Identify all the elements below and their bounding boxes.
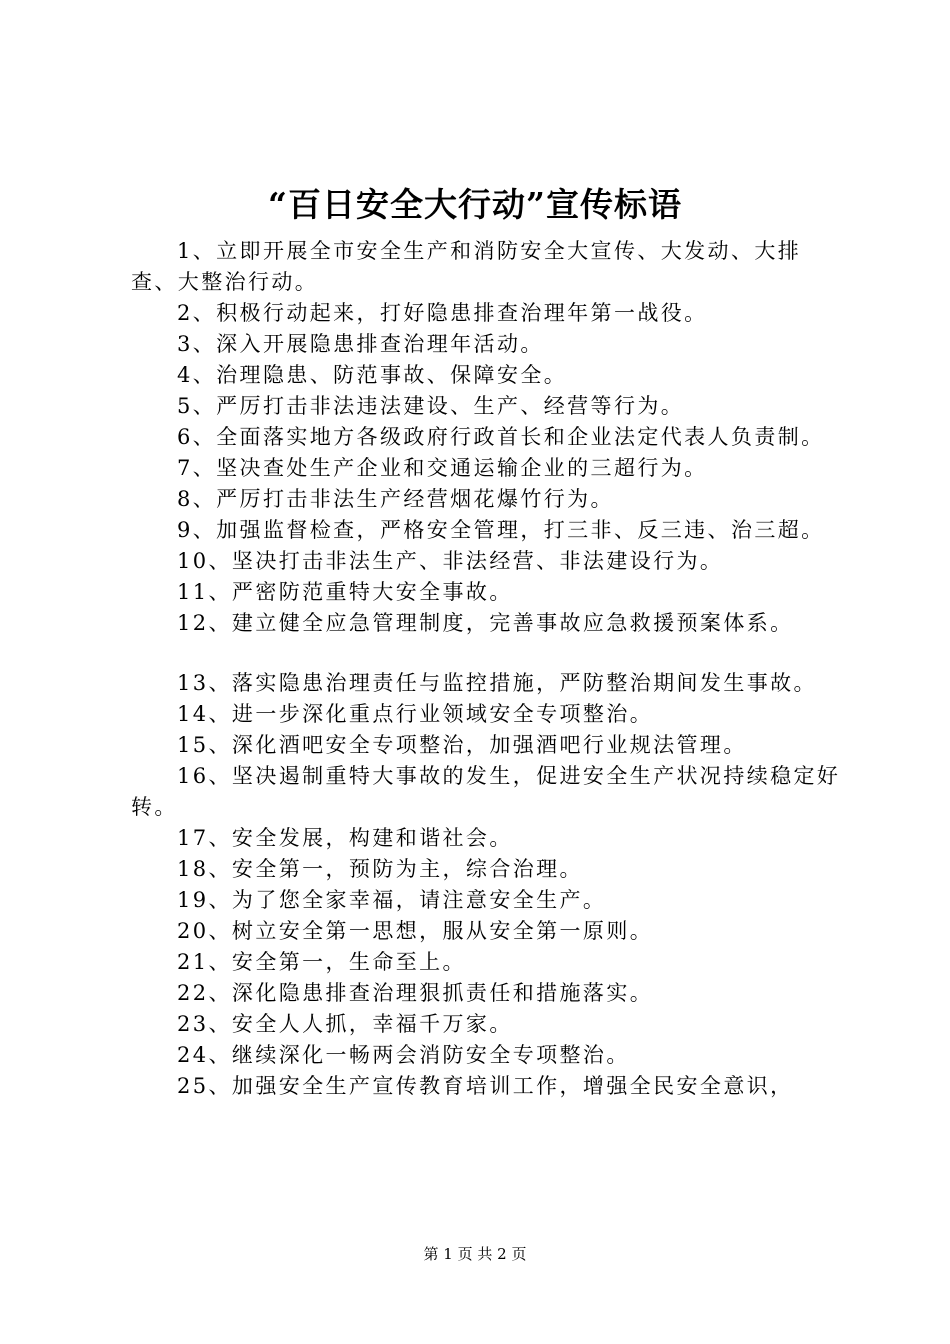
page-footer: 第 1 页 共 2 页 xyxy=(423,1245,527,1263)
slogan-item-16: 16、坚决遏制重特大事故的发生，促进安全生产状况持续稳定好转。 xyxy=(131,764,841,819)
slogan-item-21: 21、安全第一，生命至上。 xyxy=(177,950,466,974)
slogan-item-24: 24、继续深化一畅两会消防安全专项整治。 xyxy=(177,1043,630,1067)
slogan-item-3: 3、深入开展隐患排查治理年活动。 xyxy=(177,332,544,356)
document-title: “百日安全大行动”宣传标语 xyxy=(268,185,682,224)
slogan-item-13: 13、落实隐患治理责任与监控措施，严防整治期间发生事故。 xyxy=(177,671,817,695)
slogan-item-1: 1、立即开展全市安全生产和消防安全大宣传、大发动、大排查、大整治行动。 xyxy=(131,239,802,294)
slogan-item-11: 11、严密防范重特大安全事故。 xyxy=(177,580,513,604)
slogan-item-14: 14、进一步深化重点行业领域安全专项整治。 xyxy=(177,702,654,726)
slogan-item-19: 19、为了您全家幸福，请注意安全生产。 xyxy=(177,888,607,912)
slogan-item-7: 7、坚决查处生产企业和交通运输企业的三超行为。 xyxy=(177,456,708,480)
slogan-item-20: 20、树立安全第一思想，服从安全第一原则。 xyxy=(177,919,654,943)
slogan-item-15: 15、深化酒吧安全专项整治，加强酒吧行业规法管理。 xyxy=(177,733,747,757)
slogan-item-10: 10、坚决打击非法生产、非法经营、非法建设行为。 xyxy=(177,549,724,573)
slogan-item-8: 8、严厉打击非法生产经营烟花爆竹行为。 xyxy=(177,487,614,511)
slogan-item-6: 6、全面落实地方各级政府行政首长和企业法定代表人负责制。 xyxy=(177,425,825,449)
slogan-item-2: 2、积极行动起来，打好隐患排查治理年第一战役。 xyxy=(177,301,708,325)
slogan-item-12: 12、建立健全应急管理制度，完善事故应急救援预案体系。 xyxy=(177,611,794,635)
slogan-item-17: 17、安全发展，构建和谐社会。 xyxy=(177,826,513,850)
slogan-item-22: 22、深化隐患排查治理狠抓责任和措施落实。 xyxy=(177,981,654,1005)
slogan-item-4: 4、治理隐患、防范事故、保障安全。 xyxy=(177,363,568,387)
slogan-item-9: 9、加强监督检查，严格安全管理，打三非、反三违、治三超。 xyxy=(177,518,825,542)
slogan-item-5: 5、严厉打击非法违法建设、生产、经营等行为。 xyxy=(177,394,685,418)
slogan-item-25: 25、加强安全生产宣传教育培训工作，增强全民安全意识， xyxy=(177,1074,794,1098)
slogan-item-18: 18、安全第一，预防为主，综合治理。 xyxy=(177,857,583,881)
slogan-item-23: 23、安全人人抓，幸福千万家。 xyxy=(177,1012,513,1036)
slogan-list xyxy=(131,236,843,1102)
